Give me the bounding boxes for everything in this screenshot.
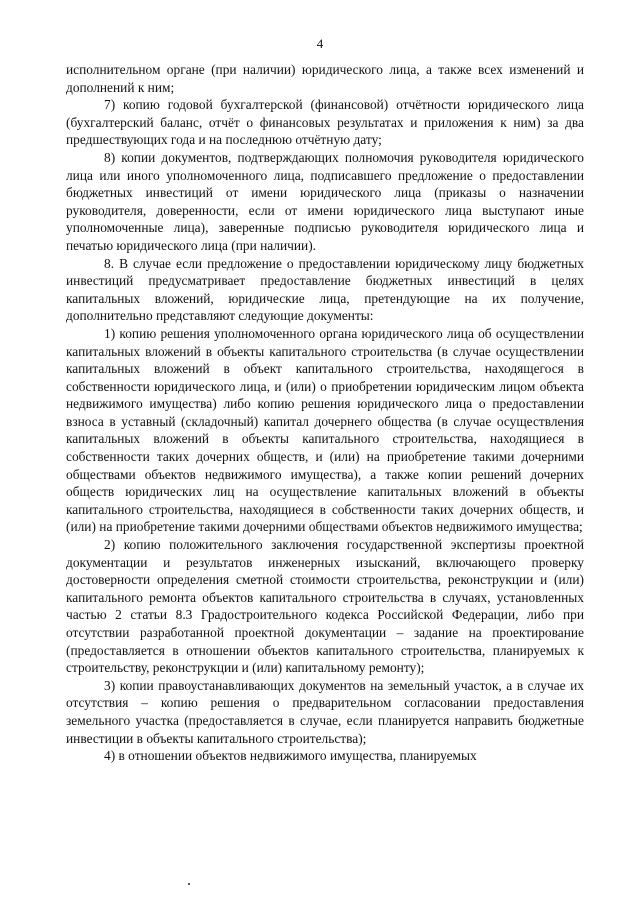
document-body [66, 61, 584, 765]
paragraph-item-2: 2) копию положительного заключения государственной экспертизы проектной документации и результатов инженерных изысканий, включающего проверку достоверности определения сметной стоимости строительства, реконструкции и (или) капитального ремонта объектов капитального строительства в случаях, установленных частью 2 статьи 8.3 Градостроительного кодекса Российской Федерации, либо при отсутствии разработанной проектной документации – задание на проектирование (предоставляется в отношении объектов капитального строительства, планируемых к строительству, реконструкции и (или) капитальному ремонту); [66, 537, 584, 676]
paragraph-item-1: 1) копию решения уполномоченного органа юридического лица об осуществлении капитальных вложений в объекты капитального строительства (в случае осуществлении капитальных вложений в объект капитального строительства, находящегося в собственности юридического лица, и (или) о приобретении юридическим лицом объекта недвижимого имущества) либо копию решения юридического лица о предоставлении взноса в уставный (складочный) капитал дочернего общества (в случае осуществления капитальных вложений в объекты капитального строительства, находящиеся в собственности таких дочерних обществ, и (или) на приобретение такими дочерними обществами объектов недвижимого имущества), а также копии решений дочерних обществ юридических лиц на осуществление капитальных вложений в объекты капитального строительства, находящиеся в собственности таких дочерних обществ, и (или) на приобретение такими дочерними обществами объектов недвижимого имущества; [66, 325, 584, 535]
paragraph-item-7: 7) копию годовой бухгалтерской (финансовой) отчётности юридического лица (бухгалтерский баланс, отчёт о финансовых результатах и приложения к ним) за два предшествующих года и на последнюю отчётную дату; [66, 97, 584, 148]
paragraph-item-4: 4) в отношении объектов недвижимого имущества, планируемых [104, 748, 477, 764]
paragraph-item-3: 3) копии правоустанавливающих документов на земельный участок, а в случае их отсутствия – копию решения о предварительном согласовании предоставления земельного участка (предоставляется в случае, если планируется направить бюджетные инвестиции в объекты капитального строительства); [66, 677, 584, 746]
scan-speck [188, 883, 190, 885]
paragraph-clause-8: 8. В случае если предложение о предоставлении юридическому лицу бюджетных инвестиций предусматривает предоставление бюджетных инвестиций в целях капитальных вложений, юридические лица, претендующие на их получение, дополнительно представляют следующие документы: [66, 255, 584, 324]
paragraph-continuation: исполнительном органе (при наличии) юридического лица, а также всех изменений и дополнений к ним; [66, 62, 584, 95]
page-number: 4 [316, 36, 324, 51]
paragraph-item-8: 8) копии документов, подтверждающих полномочия руководителя юридического лица или иного уполномоченного лица, подписавшего предложение о предоставлении бюджетных инвестиций от имени юридического лица (приказы о назначении руководителя, доверенности, если от имени юридического лица выступают иные уполномоченные лица), заверенные подписью руководителя юридического лица и печатью юридического лица (при наличии). [66, 149, 584, 253]
